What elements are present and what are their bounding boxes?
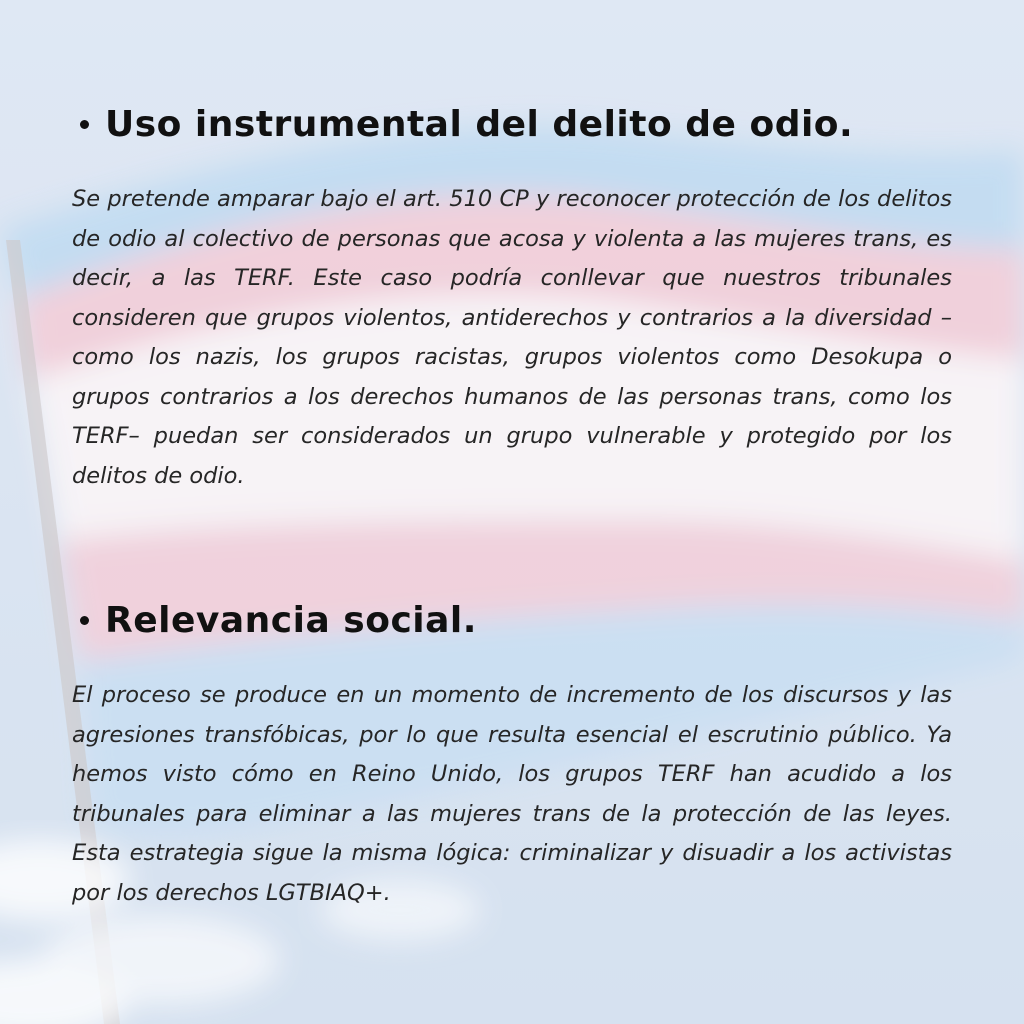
section-body-uso-instrumental: Se pretende amparar bajo el art. 510 CP y reconocer protección de los delitos de odio al colectivo de personas que acosa y violenta a las mujeres trans, es decir, a las TERF. Este caso podría conllevar que nuestros tribunales consideren que grupos violentos, antiderechos y contrarios a la diversidad –como los nazis, los grupos racistas, grupos violentos como Desokupa o grupos contrarios a los derechos humanos de las personas trans, como los TERF– puedan ser considerados un grupo vulnerable y protegido por los delitos de odio. [72, 186, 952, 489]
section-heading-relevancia-social [80, 600, 477, 641]
section-body-relevancia-social: El proceso se produce en un momento de incremento de los discursos y las agresiones transfóbicas, por lo que resulta esencial el escrutinio público. Ya hemos visto cómo en Reino Unido, los grupos TERF han acudido a los tribunales para eliminar a las mujeres trans de la protección de las leyes. Esta estrategia sigue la misma lógica: criminalizar y disuadir a los activistas por los derechos LGTBIAQ+. [72, 682, 952, 906]
bullet-icon [80, 616, 89, 625]
heading-text: Relevancia social. [105, 600, 477, 641]
bullet-icon [80, 120, 89, 129]
heading-text: Uso instrumental del delito de odio. [105, 104, 854, 145]
section-heading-uso-instrumental [80, 104, 853, 145]
